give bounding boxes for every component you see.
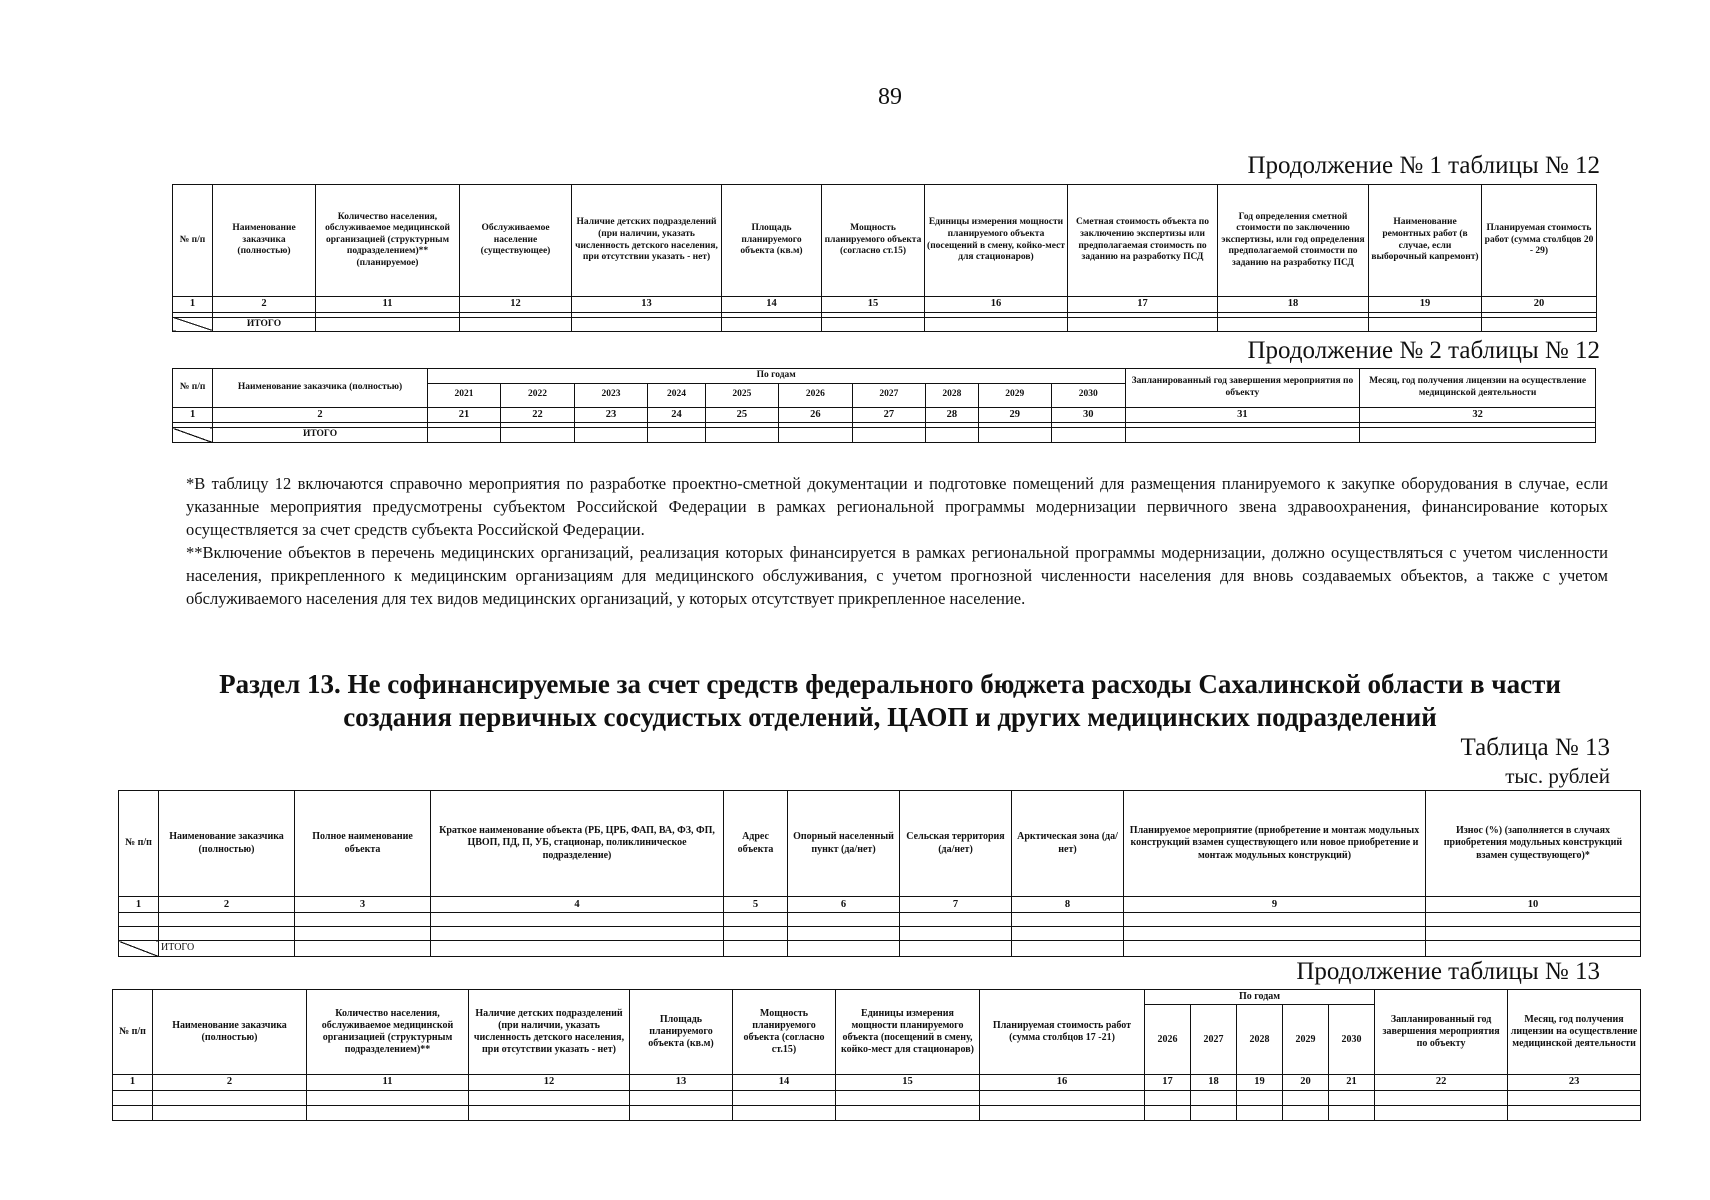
header-cell: Площадь планируемого объекта (кв.м) <box>722 185 822 297</box>
col-number: 9 <box>1124 897 1426 913</box>
total-label: ИТОГО <box>159 941 295 957</box>
col-number: 5 <box>724 897 788 913</box>
col-number: 2 <box>213 407 428 423</box>
diagonal-cell <box>173 317 213 332</box>
col-number: 18 <box>1218 297 1369 313</box>
header-cell: Месяц, год получения лицензии на осуществление медицинской деятельности <box>1360 369 1596 408</box>
col-number: 23 <box>1508 1075 1641 1091</box>
header-cell: Площадь планируемого объекта (кв.м) <box>630 990 733 1075</box>
col-number: 23 <box>574 407 648 423</box>
total-row <box>119 941 1641 957</box>
section-title: Раздел 13. Не софинансируемые за счет средств федерального бюджета расходы Сахалинской области в части создания первичных сосудистых отделений, ЦАОП и других медицинских подразделений <box>219 669 1561 732</box>
col-number: 4 <box>431 897 724 913</box>
col-number: 11 <box>307 1075 469 1091</box>
year-cell: 2021 <box>427 383 501 407</box>
col-number: 22 <box>501 407 575 423</box>
col-number: 28 <box>926 407 978 423</box>
col-number: 29 <box>978 407 1052 423</box>
header-cell: Планируемая стоимость работ (сумма столбцов 17 -21) <box>980 990 1145 1075</box>
header-cell: Наименование заказчика (полностью) <box>213 185 316 297</box>
cont13-number-row <box>113 1075 1641 1091</box>
header-cell: Износ (%) (заполняется в случаях приобретения модульных конструкций взамен существующего)* <box>1426 791 1641 897</box>
col-number: 12 <box>469 1075 630 1091</box>
col-number: 19 <box>1369 297 1482 313</box>
header-cell: Запланированный год завершения мероприятия по объекту <box>1125 369 1360 408</box>
year-cell: 2028 <box>1237 1005 1283 1075</box>
col-number: 2 <box>213 297 316 313</box>
header-cell: Единицы измерения мощности планируемого объекта (посещений в смену, койко-мест для стационаров) <box>836 990 980 1075</box>
year-cell: 2026 <box>779 383 853 407</box>
col-number: 15 <box>836 1075 980 1091</box>
footnote-1: *В таблицу 12 включаются справочно мероприятия по разработке проектно-сметной документации и подготовке помещений для размещения планируемого к закупке оборудования в случае, если указанные мероприятия предусмотрены субъектом Российской Федерации в рамках региональной программы модернизации первичного звена здравоохранения, финансирование которых осуществляется за счет средств субъекта Российской Федерации. <box>186 474 1608 539</box>
col-number: 27 <box>852 407 926 423</box>
header-cell: Единицы измерения мощности планируемого объекта (посещений в смену, койко-мест для стационаров) <box>925 185 1068 297</box>
header-cell: Наименование ремонтных работ (в случае, если выборочный капремонт) <box>1369 185 1482 297</box>
col-number: 22 <box>1375 1075 1508 1091</box>
header-cell: Наличие детских подразделений (при наличии, указать численность детского населения, при отсутствии указать - нет) <box>469 990 630 1075</box>
year-cell: 2025 <box>705 383 779 407</box>
col-number: 3 <box>295 897 431 913</box>
header-cell: Запланированный год завершения мероприятия по объекту <box>1375 990 1508 1075</box>
header-cell: № п/п <box>173 369 213 408</box>
table-row <box>113 1090 1641 1105</box>
cont1-header-row <box>173 185 1597 297</box>
header-cell: Количество населения, обслуживаемое медицинской организацией (структурным подразделением)** (планируемое) <box>316 185 460 297</box>
header-cell: Опорный населенный пункт (да/нет) <box>788 791 900 897</box>
col-number: 14 <box>722 297 822 313</box>
col-number: 13 <box>630 1075 733 1091</box>
footnotes <box>186 472 1608 610</box>
header-cell: Планируемое мероприятие (приобретение и монтаж модульных конструкций взамен существующего или новое приобретение и монтаж модульных конструкций) <box>1124 791 1426 897</box>
page-number: 89 <box>878 84 902 110</box>
header-cell: Сметная стоимость объекта по заключению экспертизы или предполагаемая стоимость по заданию на разработку ПСД <box>1068 185 1218 297</box>
table-row <box>119 927 1641 941</box>
table13-header-row <box>119 791 1641 897</box>
total-label: ИТОГО <box>213 317 316 332</box>
col-number: 1 <box>113 1075 153 1091</box>
total-row <box>173 428 1596 443</box>
table-label: Таблица № 13 <box>1460 734 1610 761</box>
year-cell: 2026 <box>1145 1005 1191 1075</box>
cont13-header-row <box>113 990 1641 1005</box>
cont13-table <box>112 989 1641 1121</box>
year-cell: 2027 <box>852 383 926 407</box>
cont2-title: Продолжение № 2 таблицы № 12 <box>1247 337 1600 364</box>
col-number: 16 <box>925 297 1068 313</box>
col-number: 31 <box>1125 407 1360 423</box>
col-number: 26 <box>779 407 853 423</box>
col-number: 25 <box>705 407 779 423</box>
header-cell: Обслуживаемое население (существующее) <box>460 185 572 297</box>
header-cell: Мощность планируемого объекта (согласно ст.15) <box>733 990 836 1075</box>
cont2-header-row <box>173 369 1596 384</box>
header-cell: Наименование заказчика (полностью) <box>213 369 428 408</box>
table-row <box>119 913 1641 927</box>
header-cell: Год определения сметной стоимости по заключению экспертизы, или год определения предполагаемой стоимости по заданию на разработку ПСД <box>1218 185 1369 297</box>
cont2-table <box>172 368 1596 443</box>
diagonal-cell <box>119 941 159 957</box>
header-cell: По годам <box>1145 990 1375 1005</box>
unit-label: тыс. рублей <box>1505 764 1610 788</box>
col-number: 1 <box>119 897 159 913</box>
year-cell: 2028 <box>926 383 978 407</box>
total-label: ИТОГО <box>213 428 428 443</box>
year-cell: 2022 <box>501 383 575 407</box>
year-cell: 2023 <box>574 383 648 407</box>
col-number: 13 <box>572 297 722 313</box>
header-cell: № п/п <box>173 185 213 297</box>
year-cell: 2029 <box>978 383 1052 407</box>
header-cell: Месяц, год получения лицензии на осуществление медицинской деятельности <box>1508 990 1641 1075</box>
col-number: 21 <box>1329 1075 1375 1091</box>
header-cell: № п/п <box>113 990 153 1075</box>
col-number: 2 <box>153 1075 307 1091</box>
year-cell: 2030 <box>1052 383 1126 407</box>
col-number: 20 <box>1482 297 1597 313</box>
col-number: 1 <box>173 407 213 423</box>
header-cell: Адрес объекта <box>724 791 788 897</box>
col-number: 20 <box>1283 1075 1329 1091</box>
col-number: 32 <box>1360 407 1596 423</box>
header-cell: По годам <box>427 369 1125 384</box>
table13-number-row <box>119 897 1641 913</box>
header-cell: Планируемая стоимость работ (сумма столбцов 20 - 29) <box>1482 185 1597 297</box>
cont1-title: Продолжение № 1 таблицы № 12 <box>1247 152 1600 179</box>
cont13-title: Продолжение таблицы № 13 <box>1296 958 1600 985</box>
year-cell: 2029 <box>1283 1005 1329 1075</box>
col-number: 21 <box>427 407 501 423</box>
header-cell: Наличие детских подразделений (при наличии, указать численность детского населения, при отсутствии указать - нет) <box>572 185 722 297</box>
col-number: 1 <box>173 297 213 313</box>
cont1-table <box>172 184 1597 332</box>
header-cell: Количество населения, обслуживаемое медицинской организацией (структурным подразделением)** <box>307 990 469 1075</box>
col-number: 6 <box>788 897 900 913</box>
col-number: 7 <box>900 897 1012 913</box>
col-number: 10 <box>1426 897 1641 913</box>
total-row <box>173 317 1597 332</box>
col-number: 12 <box>460 297 572 313</box>
col-number: 24 <box>648 407 705 423</box>
cont1-number-row <box>173 297 1597 313</box>
col-number: 15 <box>822 297 925 313</box>
col-number: 17 <box>1068 297 1218 313</box>
header-cell: Мощность планируемого объекта (согласно ст.15) <box>822 185 925 297</box>
footnote-2: **Включение объектов в перечень медицинских организаций, реализация которых финансируется в рамках региональной программы модернизации, должно осуществляться с учетом численности населения, прикрепленного к медицинским организациям для медицинского обслуживания, с учетом прогнозной численности населения для вновь создаваемых объектов, а также с учетом обслуживаемого населения для тех видов медицинских организаций, у которых отсутствует прикрепленное население. <box>186 543 1608 608</box>
header-cell: Наименование заказчика (полностью) <box>159 791 295 897</box>
header-cell: Полное наименование объекта <box>295 791 431 897</box>
col-number: 2 <box>159 897 295 913</box>
year-cell: 2024 <box>648 383 705 407</box>
col-number: 14 <box>733 1075 836 1091</box>
col-number: 30 <box>1052 407 1126 423</box>
year-cell: 2030 <box>1329 1005 1375 1075</box>
cont2-number-row <box>173 407 1596 423</box>
header-cell: Наименование заказчика (полностью) <box>153 990 307 1075</box>
col-number: 17 <box>1145 1075 1191 1091</box>
col-number: 8 <box>1012 897 1124 913</box>
header-cell: Сельская территория (да/нет) <box>900 791 1012 897</box>
col-number: 16 <box>980 1075 1145 1091</box>
col-number: 19 <box>1237 1075 1283 1091</box>
table-13 <box>118 790 1641 957</box>
table-row <box>113 1105 1641 1120</box>
diagonal-cell <box>173 428 213 443</box>
year-cell: 2027 <box>1191 1005 1237 1075</box>
header-cell: № п/п <box>119 791 159 897</box>
col-number: 11 <box>316 297 460 313</box>
col-number: 18 <box>1191 1075 1237 1091</box>
header-cell: Арктическая зона (да/нет) <box>1012 791 1124 897</box>
header-cell: Краткое наименование объекта (РБ, ЦРБ, ФАП, ВА, ФЗ, ФП, ЦВОП, ПД, П, УБ, стационар, поликлиническое подразделение) <box>431 791 724 897</box>
